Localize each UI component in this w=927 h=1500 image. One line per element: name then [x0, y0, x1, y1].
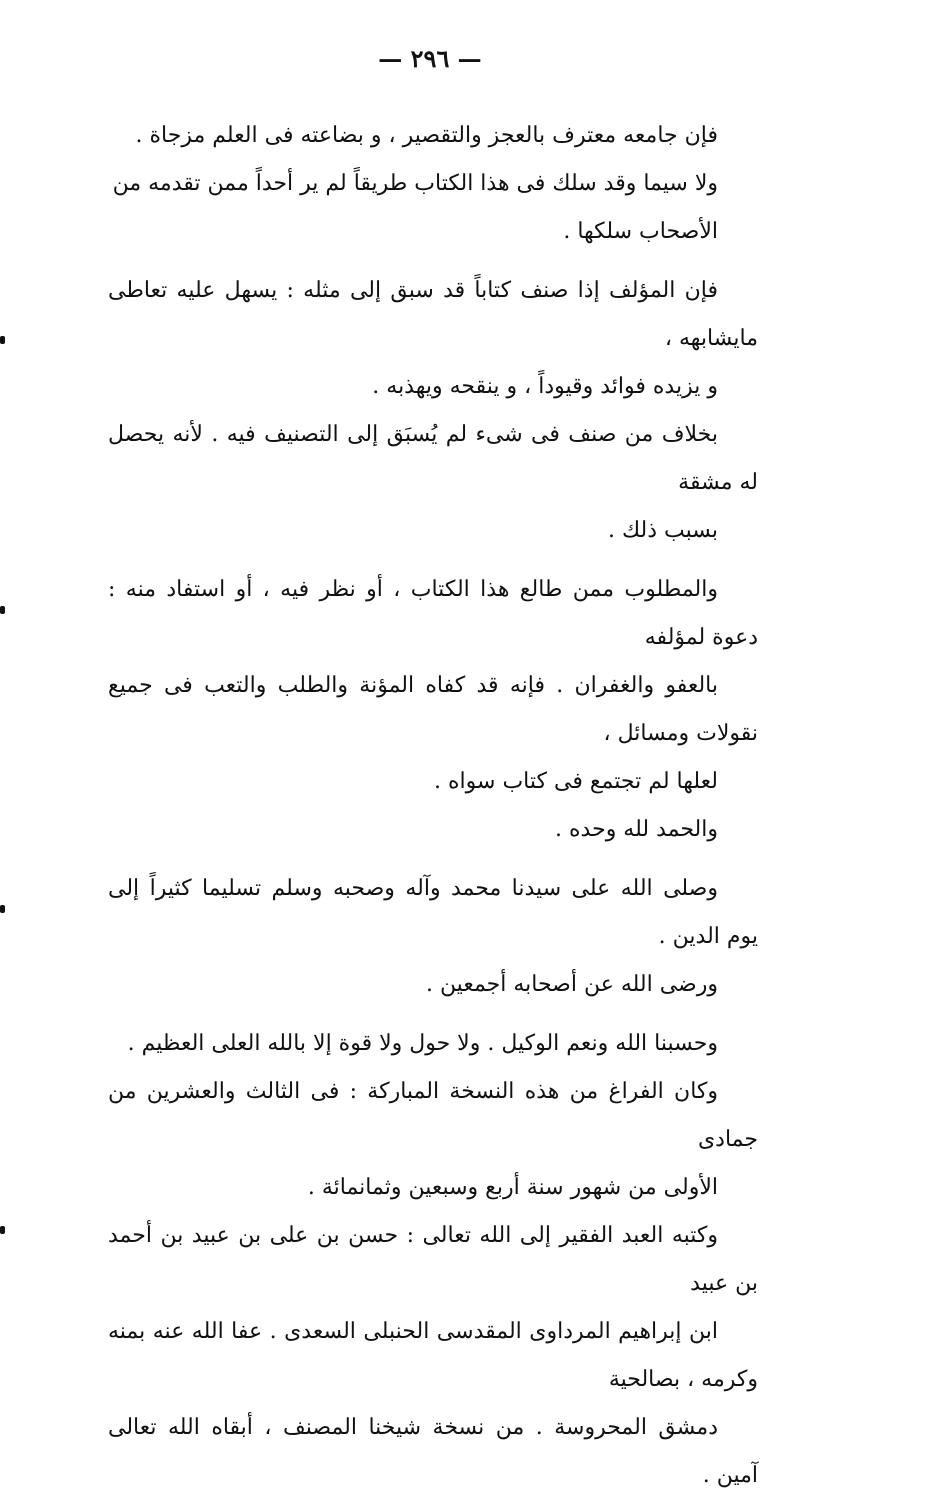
text-line: وكتبه العبد الفقير إلى الله تعالى : حسن بن على بن عبيد بن أحمد بن عبيد [108, 1223, 758, 1296]
text-line: لعلها لم تجتمع فى كتاب سواه . [434, 769, 718, 794]
paragraph [108, 806, 758, 854]
text-line: ابن إبراهيم المرداوى المقدسى الحنبلى السعدى . عفا الله عنه بمنه وكرمه ، بصالحية [108, 1319, 758, 1392]
text-line: فإن المؤلف إذا صنف كتاباً قد سبق إلى مثله : يسهل عليه تعاطى مايشابهه ، [108, 278, 758, 351]
text-line: ولا سيما وقد سلك فى هذا الكتاب طريقاً لم ير أحداً ممن تقدمه من [112, 171, 718, 196]
scan-margin-mark [0, 336, 5, 344]
text-line: الأصحاب سلكها . [563, 219, 718, 244]
paragraph [108, 865, 758, 1009]
text-line: والحمد لله وحده . [555, 817, 718, 842]
paragraph [108, 411, 758, 555]
scan-margin-mark [0, 905, 5, 913]
text-line: بالعفو والغفران . فإنه قد كفاه المؤنة والطلب والتعب فى جميع نقولات ومسائل ، [108, 673, 758, 746]
paragraph [108, 1212, 758, 1500]
text-line: وحسبنا الله ونعم الوكيل . ولا حول ولا قوة إلا بالله العلى العظيم . [127, 1031, 718, 1056]
paragraph [108, 566, 758, 806]
text-line: وكان الفراغ من هذه النسخة المباركة : فى الثالث والعشرين من جمادى [108, 1079, 758, 1152]
text-line: الأولى من شهور سنة أربع وسبعين وثمانمائة . [307, 1175, 718, 1200]
paragraph [108, 267, 758, 411]
scan-margin-mark [0, 1226, 5, 1234]
text-line: وصلى الله على سيدنا محمد وآله وصحبه وسلم تسليما كثيراً إلى يوم الدين . [108, 876, 758, 949]
paragraph [108, 160, 758, 256]
body-text [108, 112, 758, 1500]
paragraph [108, 1068, 758, 1212]
paragraph [108, 112, 758, 160]
text-line: فإن جامعه معترف بالعجز والتقصير ، و بضاعته فى العلم مزجاة . [135, 123, 718, 148]
text-line: بخلاف من صنف فى شىء لم يُسبَق إلى التصنيف فيه . لأنه يحصل له مشقة [108, 422, 758, 495]
page-number: — ٢٩٦ — [378, 44, 482, 73]
text-line: بسبب ذلك . [607, 518, 718, 543]
scan-margin-mark [0, 606, 5, 614]
text-line: والمطلوب ممن طالع هذا الكتاب ، أو نظر فيه ، أو استفاد منه : دعوة لمؤلفه [108, 577, 758, 650]
text-line: و يزيده فوائد وقيوداً ، و ينقحه ويهذبه . [372, 374, 718, 399]
text-line: ورضى الله عن أصحابه أجمعين . [425, 972, 718, 997]
text-line: دمشق المحروسة . من نسخة شيخنا المصنف ، أبقاه الله تعالى آمين . [108, 1415, 758, 1488]
paragraph [108, 1020, 758, 1068]
